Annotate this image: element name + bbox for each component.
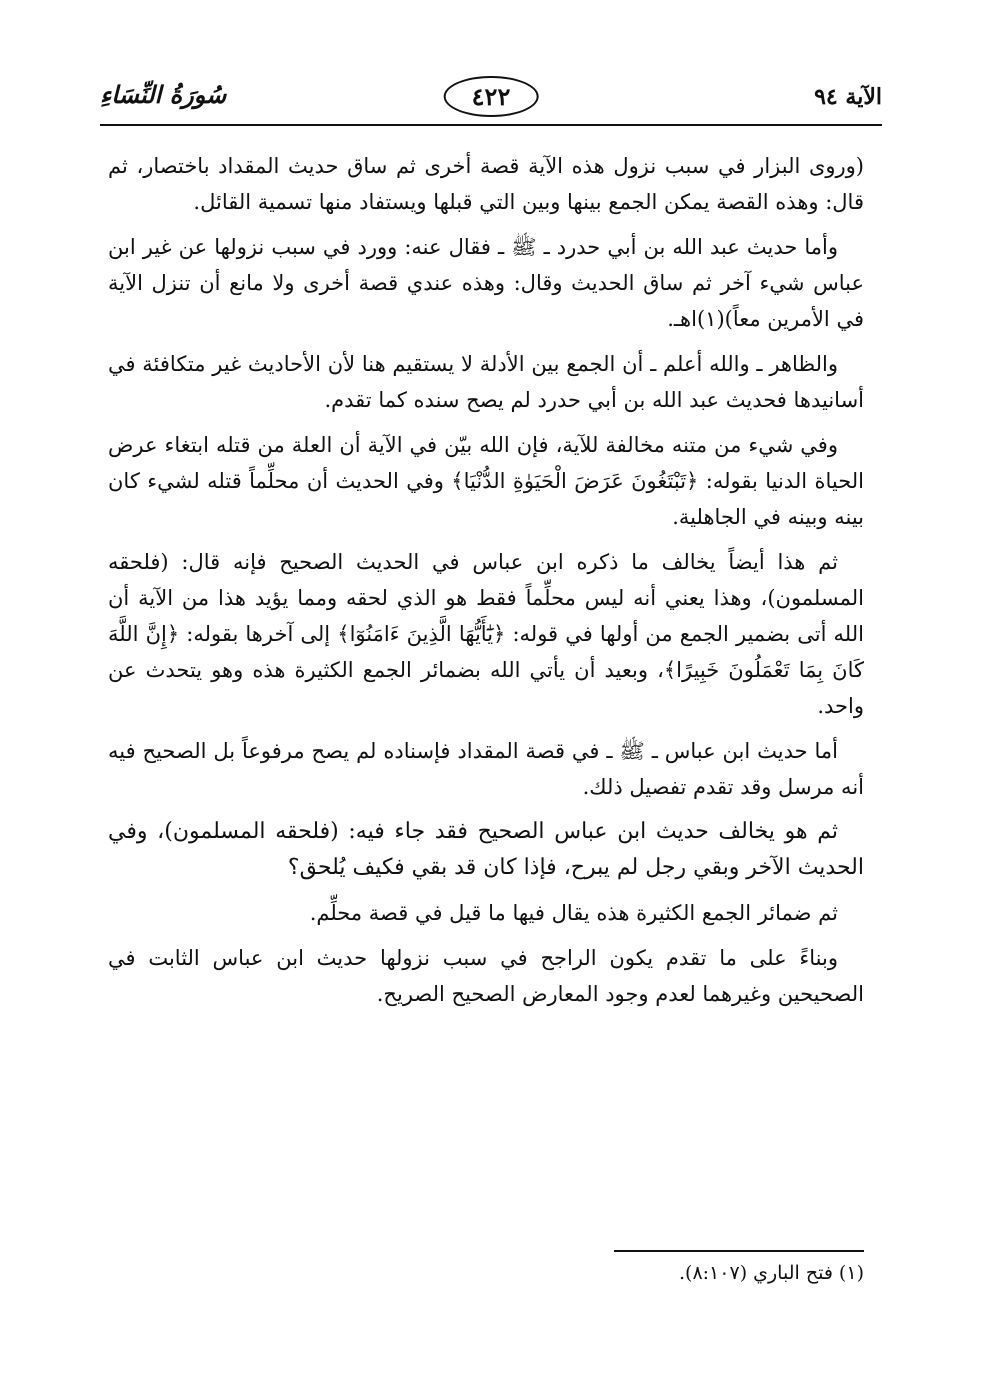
footnote-divider [614, 1250, 864, 1252]
footnote: (١) فتح الباري (٨:١٠٧). [679, 1262, 864, 1284]
paragraph: أما حديث ابن عباس ـ ﷺ ـ في قصة المقداد فإسناده لم يصح مرفوعاً بل الصحيح فيه أنه مرسل وقد تقدم تفصيل ذلك. [108, 739, 864, 799]
ayah-label: الآية ٩٤ [814, 84, 882, 110]
paragraph: وبناءً على ما تقدم يكون الراجح في سبب نزولها حديث ابن عباس الثابت في الصحيحين وغيرهما لعدم وجود المعارض الصحيح الصريح. [108, 946, 864, 1006]
paragraph: (وروى البزار في سبب نزول هذه الآية قصة أخرى ثم ساق حديث المقداد باختصار، ثم قال: وهذه القصة يمكن الجمع بينها وبين التي قبلها ويستفاد منها تسمية القائل. [108, 154, 864, 214]
surah-label: سُورَةُ النِّسَاءِ [100, 80, 227, 109]
paragraph: ثم ضمائر الجمع الكثيرة هذه يقال فيها ما قيل في قصة محلِّم. [309, 901, 838, 925]
body-text [108, 148, 864, 1021]
paragraph: وفي شيء من متنه مخالفة للآية، فإن الله بيّن في الآية أن العلة من قتله ابتغاء عرض الحياة الدنيا بقوله: ﴿تَبْتَغُونَ عَرَضَ الْحَيَوٰةِ الدُّنْيَا﴾ وفي الحديث أن محلِّماً قتله لشيء كان بينه وبينه في الجاهلية. [108, 433, 864, 529]
header-divider [100, 124, 882, 126]
page-header [100, 78, 882, 128]
paragraph: والظاهر ـ والله أعلم ـ أن الجمع بين الأدلة لا يستقيم هنا لأن الأحاديث غير متكافئة في أسانيدها فحديث عبد الله بن أبي حدرد لم يصح سنده كما تقدم. [108, 352, 864, 412]
paragraph: وأما حديث عبد الله بن أبي حدرد ـ ﷺ ـ فقال عنه: وورد في سبب نزولها عن غير ابن عباس شيء آخر ثم ساق الحديث وقال: وهذه عندي قصة أخرى ولا مانع أن تنزل الآية في الأمرين معاً)(١)اهـ. [108, 235, 864, 331]
page-number: ٤٢٢ [444, 76, 539, 117]
paragraph: ثم هذا أيضاً يخالف ما ذكره ابن عباس في الحديث الصحيح فإنه قال: (فلحقه المسلمون)، وهذا يعني أنه ليس محلِّماً فقط هو الذي لحقه ومما يؤيد هذا من الآية أن الله أتى بضمير الجمع من أولها في قوله: ﴿يَٰٓأَيُّهَا الَّذِينَ ءَامَنُوٓا﴾ إلى آخرها بقوله: ﴿إِنَّ اللَّهَ كَانَ بِمَا تَعْمَلُونَ خَبِيرًا﴾، وبعيد أن يأتي الله بضمائر الجمع الكثيرة هذه وهو يتحدث عن واحد. [108, 550, 864, 718]
paragraph: ثم هو يخالف حديث ابن عباس الصحيح فقد جاء فيه: (فلحقه المسلمون)، وفي الحديث الآخر وبقي رجل لم يبرح، فإذا كان قد بقي فكيف يُلحق؟ [108, 819, 864, 880]
